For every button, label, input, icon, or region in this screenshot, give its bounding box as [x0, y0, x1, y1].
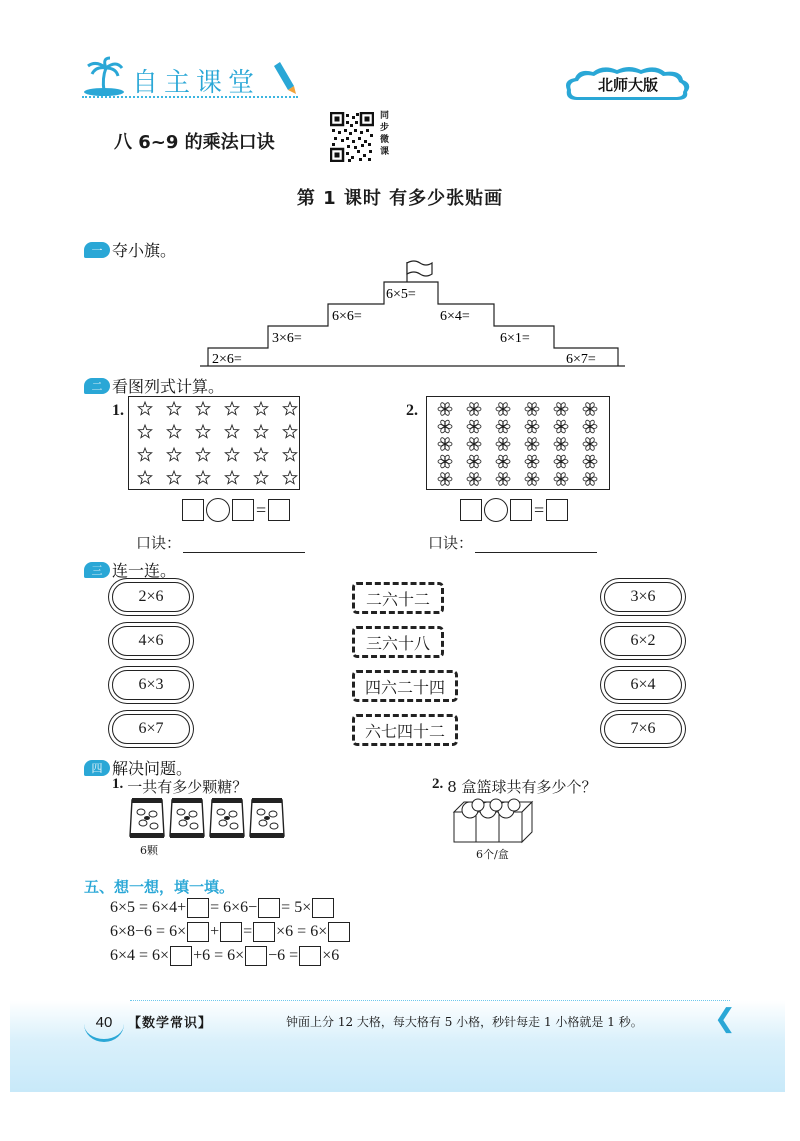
flower-icon	[438, 419, 452, 433]
footer-tag: 【数学常识】	[128, 1016, 213, 1031]
candy-bag-icon	[250, 798, 284, 838]
fill-box[interactable]	[328, 922, 350, 942]
star-icon	[225, 448, 238, 461]
star-icon	[196, 425, 209, 438]
flower-icon	[583, 472, 597, 486]
rhyme-answer-line[interactable]	[183, 537, 305, 553]
fill-line-2	[110, 922, 351, 942]
qr-note-char: 微	[380, 135, 390, 145]
fill-text: 6×4 = 6×	[110, 947, 170, 964]
match-left-item[interactable]: 6×7	[112, 714, 190, 744]
fill-text: =	[243, 923, 253, 940]
star-icon	[254, 448, 267, 461]
section-2-header	[84, 374, 224, 397]
section-title: 夺小旗。	[112, 241, 177, 260]
fill-line-1	[110, 898, 335, 918]
star-icon	[196, 402, 209, 415]
match-left-item[interactable]: 2×6	[112, 582, 190, 612]
match-right-item[interactable]: 6×2	[604, 626, 682, 656]
page-number: 40	[84, 1006, 124, 1042]
star-icon	[283, 425, 296, 438]
question-number: 2.	[432, 776, 444, 792]
flower-icon	[554, 437, 568, 451]
star-icon	[225, 471, 238, 484]
stair-label-2: 3×6=	[272, 331, 302, 346]
equation-row-1	[182, 498, 290, 522]
star-icon	[138, 425, 151, 438]
unit-title: 八 6~9 的乘法口诀	[114, 132, 275, 153]
section-badge: 二	[84, 378, 110, 394]
fill-text: +	[210, 923, 220, 940]
basketball-box-image	[448, 798, 534, 844]
flower-icon	[438, 437, 452, 451]
section-5-header: 五、想一想，填一填。	[84, 878, 235, 896]
flower-icon	[496, 454, 510, 468]
star-icon	[167, 425, 180, 438]
star-picture-box	[128, 396, 300, 490]
section-title: 解决问题。	[112, 759, 193, 778]
flower-picture-box	[426, 396, 610, 490]
fill-box[interactable]	[187, 898, 209, 918]
flower-icon	[554, 419, 568, 433]
footer-divider	[130, 1000, 730, 1001]
qr-code-icon[interactable]	[330, 112, 374, 162]
flower-icon	[583, 402, 597, 416]
match-rhyme-item[interactable]: 三六十八	[352, 626, 444, 658]
section-title: 看图列式计算。	[112, 377, 225, 396]
stair-label-6: 6×1=	[500, 331, 530, 346]
flower-icon	[467, 402, 481, 416]
star-icon	[254, 471, 267, 484]
fill-text: 6×8−6 = 6×	[110, 923, 187, 940]
stair-label-1: 2×6=	[212, 352, 242, 367]
candy-bags-image	[128, 796, 288, 840]
fill-text: ×6 = 6×	[276, 923, 328, 940]
qr-note-char: 同	[380, 111, 390, 121]
flower-icon	[467, 437, 481, 451]
basketball-caption: 6个/盒	[476, 848, 509, 861]
star-icon	[283, 471, 296, 484]
star-icon	[283, 448, 296, 461]
match-rhyme-item[interactable]: 六七四十二	[352, 714, 458, 746]
star-icon	[254, 425, 267, 438]
flower-icon	[525, 419, 539, 433]
fill-box[interactable]	[187, 922, 209, 942]
fill-box[interactable]	[245, 946, 267, 966]
question-text: 一共有多少颗糖？	[127, 778, 248, 796]
operator-circle[interactable]	[484, 498, 508, 522]
operator-circle[interactable]	[206, 498, 230, 522]
star-icon	[196, 471, 209, 484]
rhyme-answer-line[interactable]	[475, 537, 597, 553]
star-icon	[225, 425, 238, 438]
flower-icon	[438, 454, 452, 468]
fill-text: +6 = 6×	[193, 947, 245, 964]
match-rhyme-item[interactable]: 二六十二	[352, 582, 444, 614]
fill-box[interactable]	[258, 898, 280, 918]
stair-label-3: 6×6=	[332, 309, 362, 324]
section-badge: 三	[84, 562, 110, 578]
answer-box[interactable]	[232, 499, 254, 521]
problem-4-2	[432, 776, 597, 797]
match-left-item[interactable]: 6×3	[112, 670, 190, 700]
fill-text: = 6×6−	[210, 899, 258, 916]
star-icon	[138, 448, 151, 461]
answer-box[interactable]	[460, 499, 482, 521]
equation-row-2	[460, 498, 568, 522]
rhyme-label: 口诀：	[136, 534, 182, 552]
match-right-item[interactable]: 6×4	[604, 670, 682, 700]
star-icon	[254, 402, 267, 415]
flower-icon	[467, 472, 481, 486]
footer-note: 钟面上分 12 大格，每大格有 5 小格，秒针每走 1 小格就是 1 秒。	[286, 1015, 643, 1029]
rhyme-answer-2	[428, 532, 597, 553]
flower-icon	[496, 472, 510, 486]
fill-text: = 5×	[281, 899, 312, 916]
section-badge: 四	[84, 760, 110, 776]
fill-text: −6 =	[268, 947, 299, 964]
star-icon	[138, 402, 151, 415]
answer-box[interactable]	[182, 499, 204, 521]
match-right-item[interactable]: 7×6	[604, 714, 682, 744]
flower-icon	[438, 402, 452, 416]
flower-icon	[525, 454, 539, 468]
star-grid	[129, 397, 301, 491]
flower-icon	[438, 472, 452, 486]
candy-bag-icon	[170, 798, 204, 838]
section-3-header	[84, 558, 176, 581]
page-title: 第 1 课时 有多少张贴画	[296, 188, 504, 209]
match-left-item[interactable]: 4×6	[112, 626, 190, 656]
question-number: 2.	[406, 402, 418, 419]
qr-note-char: 步	[380, 123, 390, 133]
stair-label-5: 6×4=	[440, 309, 470, 324]
answer-box[interactable]	[546, 499, 568, 521]
star-icon	[167, 471, 180, 484]
candy-bag-icon	[210, 798, 244, 838]
stair-label-7: 6×7=	[566, 352, 596, 367]
star-icon	[138, 471, 151, 484]
star-icon	[283, 402, 296, 415]
fill-box[interactable]	[220, 922, 242, 942]
equals-sign: =	[534, 499, 545, 520]
flower-icon	[554, 402, 568, 416]
fill-line-3	[110, 946, 339, 966]
edition-label: 北师大版	[597, 76, 658, 94]
flag-icon	[407, 261, 432, 276]
section-title: 连一连。	[112, 561, 177, 580]
qr-note-char: 课	[380, 147, 390, 157]
flower-icon	[467, 454, 481, 468]
question-text: 8 盒篮球共有多少个？	[447, 778, 597, 796]
flower-grid	[427, 397, 611, 491]
flower-icon	[583, 454, 597, 468]
flower-icon	[554, 472, 568, 486]
match-right-item[interactable]: 3×6	[604, 582, 682, 612]
fill-text: ×6	[322, 947, 340, 964]
flower-icon	[554, 454, 568, 468]
candy-bag-icon	[130, 798, 164, 838]
qr-note	[380, 110, 394, 158]
answer-box[interactable]	[268, 499, 290, 521]
rhyme-label: 口诀：	[428, 534, 474, 552]
problem-4-1	[112, 776, 247, 797]
chevron-left-icon[interactable]: ❮	[714, 1004, 736, 1034]
header-divider	[82, 96, 298, 98]
match-rhyme-item[interactable]: 四六二十四	[352, 670, 458, 702]
answer-box[interactable]	[510, 499, 532, 521]
flower-icon	[496, 437, 510, 451]
fill-box[interactable]	[312, 898, 334, 918]
flower-icon	[525, 437, 539, 451]
star-icon	[167, 448, 180, 461]
flower-icon	[583, 437, 597, 451]
fill-box[interactable]	[299, 946, 321, 966]
candy-caption: 6颗	[140, 844, 158, 857]
rhyme-answer-1	[136, 532, 305, 553]
fill-box[interactable]	[170, 946, 192, 966]
section-badge: 一	[84, 242, 110, 258]
flower-icon	[496, 419, 510, 433]
staircase-diagram	[200, 258, 625, 370]
equals-sign: =	[256, 499, 267, 520]
flower-icon	[525, 402, 539, 416]
star-icon	[225, 402, 238, 415]
stair-label-top: 6×5=	[386, 287, 416, 302]
series-title: 自主课堂	[132, 68, 261, 98]
flower-icon	[525, 472, 539, 486]
flower-icon	[583, 419, 597, 433]
star-icon	[196, 448, 209, 461]
question-number: 1.	[112, 402, 124, 419]
fill-box[interactable]	[253, 922, 275, 942]
star-icon	[167, 402, 180, 415]
fill-text: 6×5 = 6×4+	[110, 899, 187, 916]
section-1-header	[84, 238, 176, 261]
question-number: 1.	[112, 776, 124, 792]
flower-icon	[496, 402, 510, 416]
flower-icon	[467, 419, 481, 433]
